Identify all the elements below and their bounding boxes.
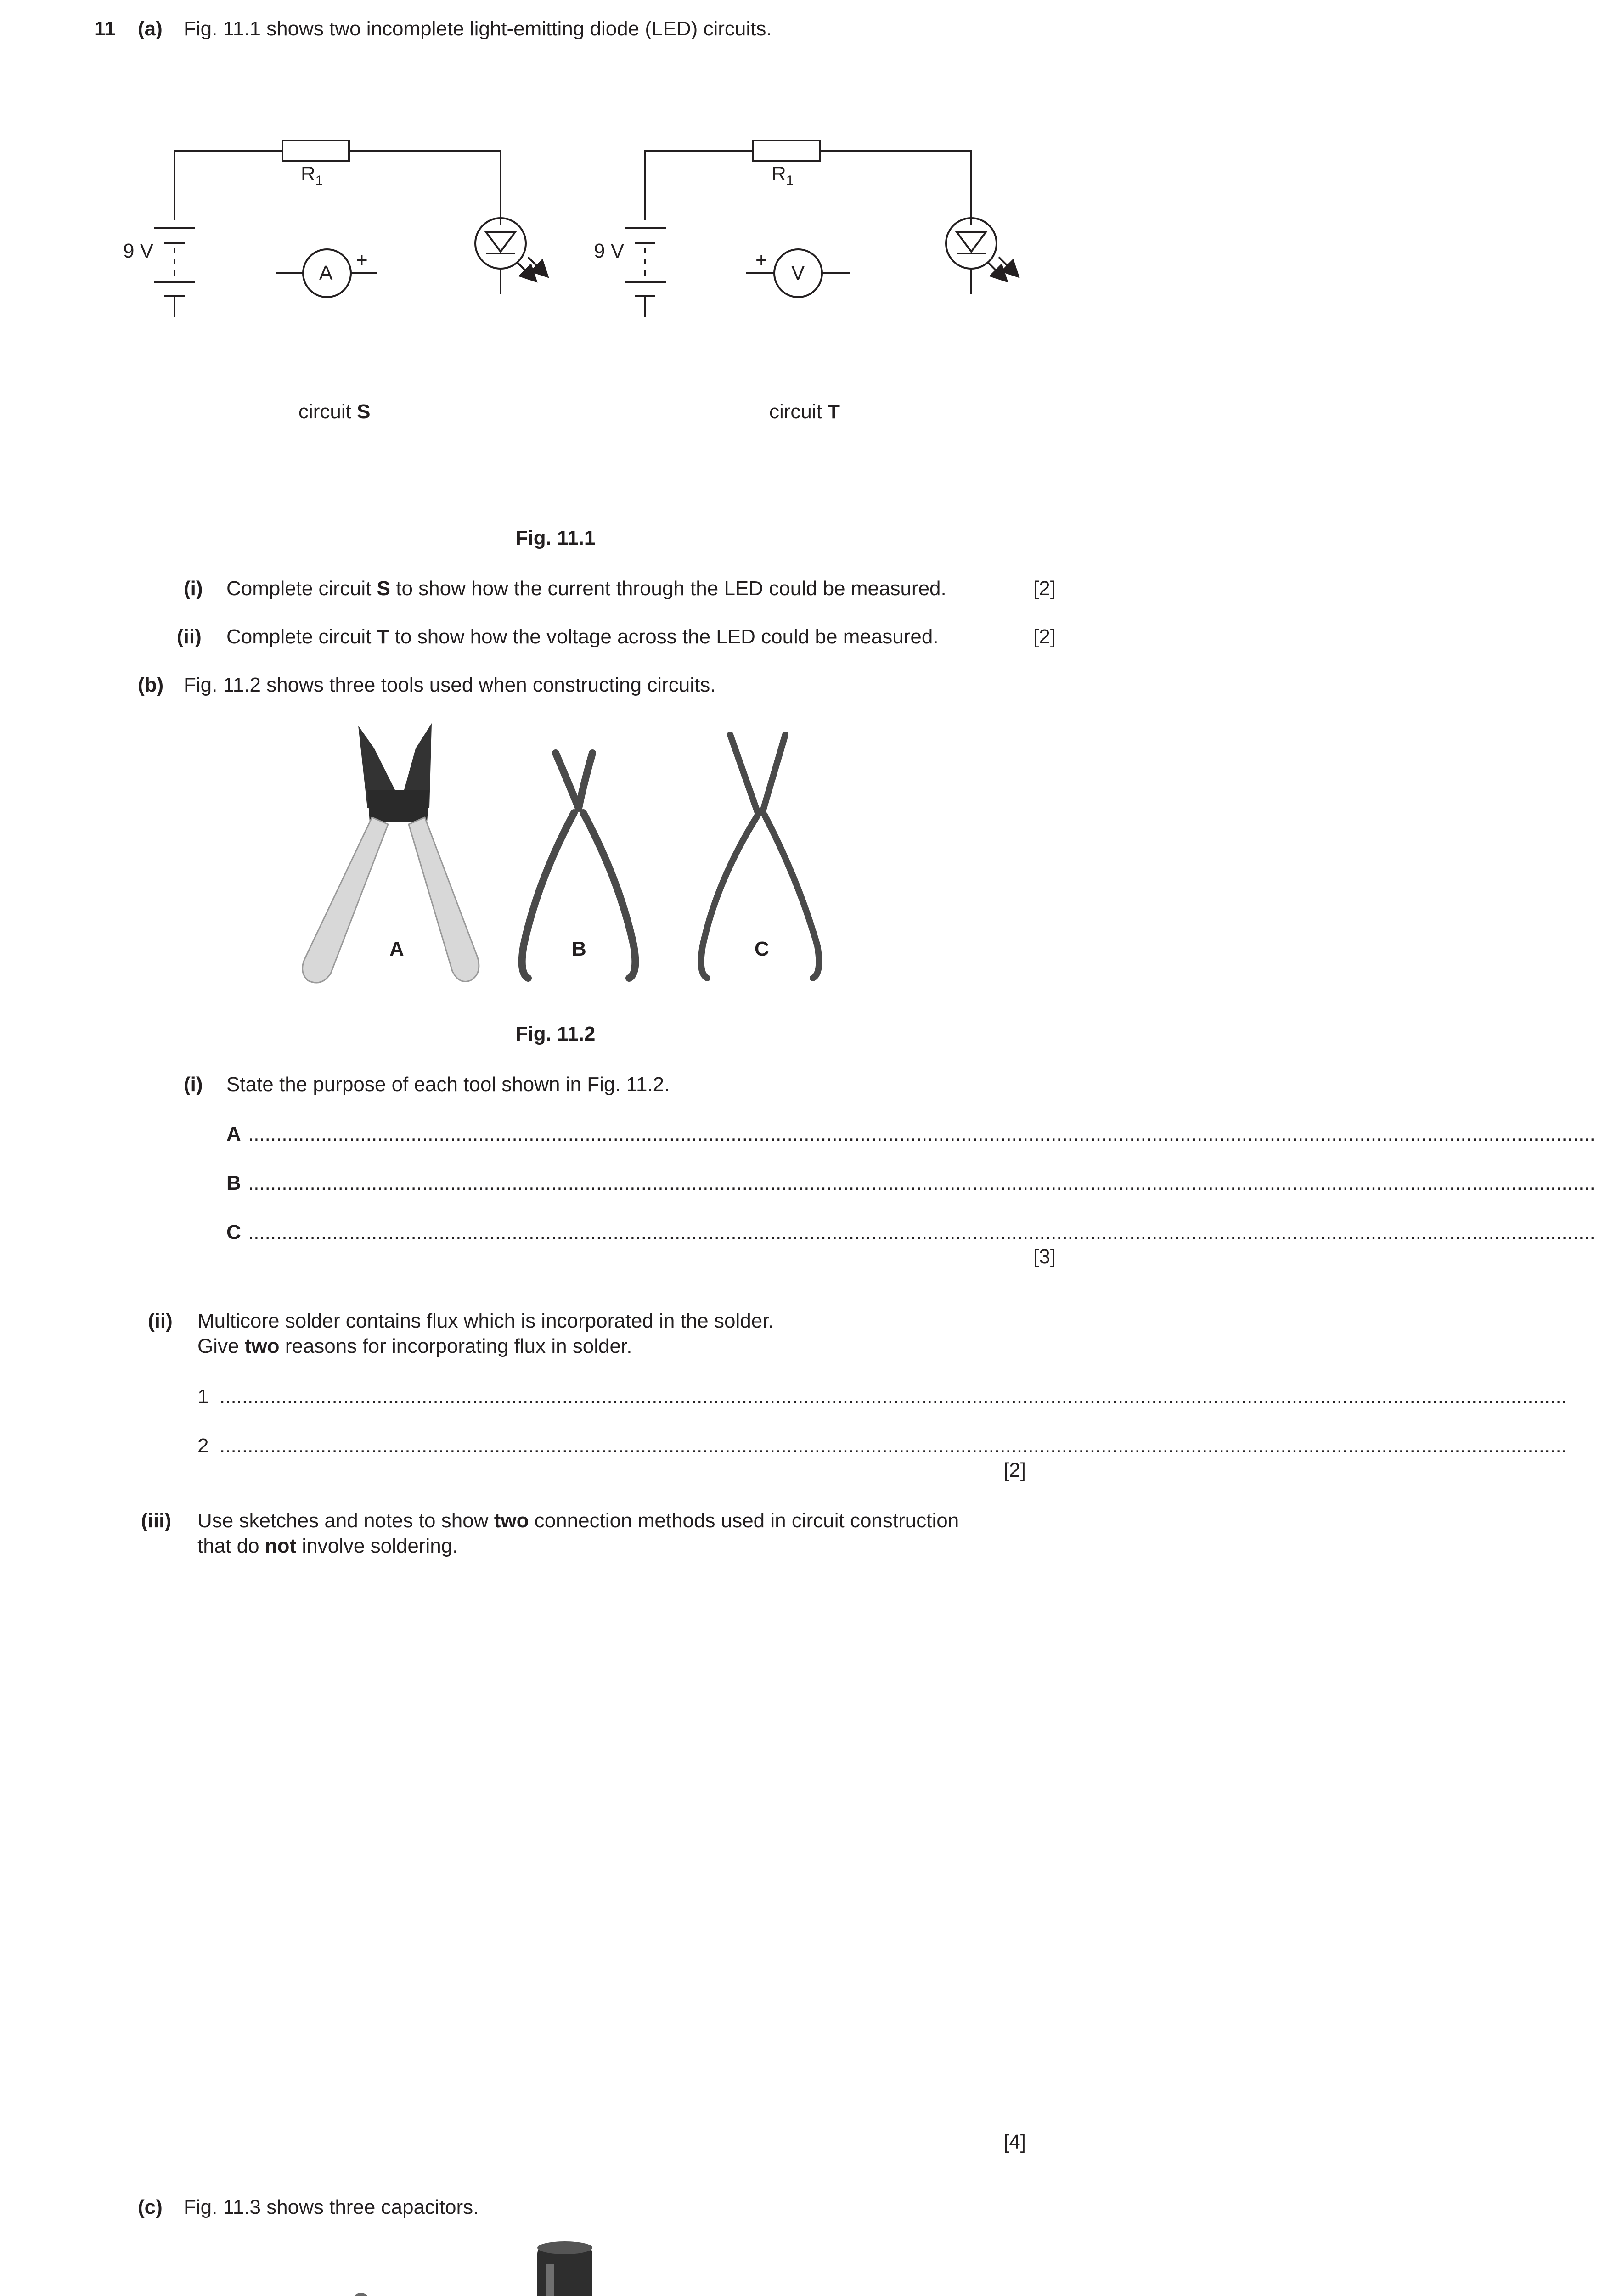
led-symbol-s — [475, 218, 526, 269]
part-a-ii-mark: [2] — [1033, 625, 1056, 648]
part-c-intro: Fig. 11.3 shows three capacitors. — [184, 2196, 479, 2218]
part-a-i-label: (i) — [184, 577, 203, 600]
part-a-i-text: Complete circuit S to show how the current through the LED could be measured. — [226, 577, 946, 600]
answer-line-2[interactable]: ................................................................................................................................................................................................................................................ — [220, 1435, 1567, 1457]
ammeter-label: A — [319, 262, 333, 284]
answer-line-b[interactable]: ................................................................................................................................................................................................................................................ — [248, 1172, 1595, 1194]
part-b-i-mark: [3] — [1033, 1245, 1056, 1268]
tool-label-c: C — [755, 938, 769, 960]
tool-label-b: B — [572, 938, 586, 960]
figure-caption-11-2: Fig. 11.2 — [515, 1023, 596, 1045]
figure-11-2-tools — [0, 716, 1111, 1001]
sketch-answer-area[interactable] — [197, 1570, 1024, 2122]
part-b-iii-line1: Use sketches and notes to show two connection methods used in circuit construction — [197, 1509, 959, 1532]
answer-line-label-1: 1 — [197, 1385, 209, 1408]
circuit-t-caption: circuit T — [769, 400, 840, 423]
part-a-i-mark: [2] — [1033, 577, 1056, 600]
answer-line-label-a: A — [226, 1123, 241, 1145]
tool-label-a: A — [389, 938, 404, 960]
circuit-s-diagram — [154, 141, 546, 317]
figure-11-1-circuits — [0, 0, 1111, 459]
answer-line-1[interactable]: ................................................................................................................................................................................................................................................ — [220, 1385, 1567, 1408]
figure-11-3-capacitors — [0, 2236, 1111, 2296]
voltmeter-plus: + — [755, 249, 767, 271]
part-a-ii-label: (ii) — [177, 625, 202, 648]
resistor-r1-s — [282, 141, 349, 161]
part-a-label: (a) — [138, 17, 163, 40]
part-a-intro: Fig. 11.1 shows two incomplete light-emitting diode (LED) circuits. — [184, 17, 772, 40]
capacitor-y — [537, 2241, 592, 2296]
battery-label-s: 9 V — [123, 240, 154, 262]
answer-line-c[interactable]: ................................................................................................................................................................................................................................................ — [248, 1221, 1595, 1244]
answer-line-label-c: C — [226, 1221, 241, 1244]
circuit-s-caption: circuit S — [298, 400, 371, 423]
part-c-label: (c) — [138, 2196, 163, 2218]
part-b-label: (b) — [138, 674, 164, 696]
part-b-i-text: State the purpose of each tool shown in Fig. 11.2. — [226, 1073, 670, 1096]
part-b-ii-line1: Multicore solder contains flux which is incorporated in the solder. — [197, 1310, 774, 1332]
circuit-t-diagram — [625, 141, 1017, 317]
part-a-ii-text: Complete circuit T to show how the voltage across the LED could be measured. — [226, 625, 939, 648]
led-symbol-t — [946, 218, 997, 269]
part-b-intro: Fig. 11.2 shows three tools used when constructing circuits. — [184, 674, 716, 696]
part-b-ii-mark: [2] — [1003, 1459, 1026, 1481]
part-b-ii-label: (ii) — [148, 1310, 173, 1332]
part-b-i-label: (i) — [184, 1073, 203, 1096]
ammeter-plus: + — [356, 249, 368, 271]
answer-line-label-b: B — [226, 1172, 241, 1194]
part-b-ii-line2: Give two reasons for incorporating flux in solder. — [197, 1335, 632, 1357]
question-number: 11 — [94, 17, 116, 40]
answer-line-a[interactable]: ................................................................................................................................................................................................................................................ — [248, 1123, 1595, 1145]
voltmeter-label: V — [791, 262, 805, 284]
part-b-iii-label: (iii) — [141, 1509, 171, 1532]
part-b-iii-line2: that do not involve soldering. — [197, 1535, 458, 1557]
answer-line-label-2: 2 — [197, 1435, 209, 1457]
figure-caption-11-1: Fig. 11.1 — [515, 527, 596, 549]
battery-label-t: 9 V — [594, 240, 625, 262]
resistor-label-t: $R_1$ — [772, 163, 794, 188]
resistor-label-s: $R_1$ — [301, 163, 323, 188]
resistor-r1-t — [753, 141, 820, 161]
capacitor-x — [348, 2293, 383, 2296]
part-b-iii-mark: [4] — [1003, 2131, 1026, 2153]
